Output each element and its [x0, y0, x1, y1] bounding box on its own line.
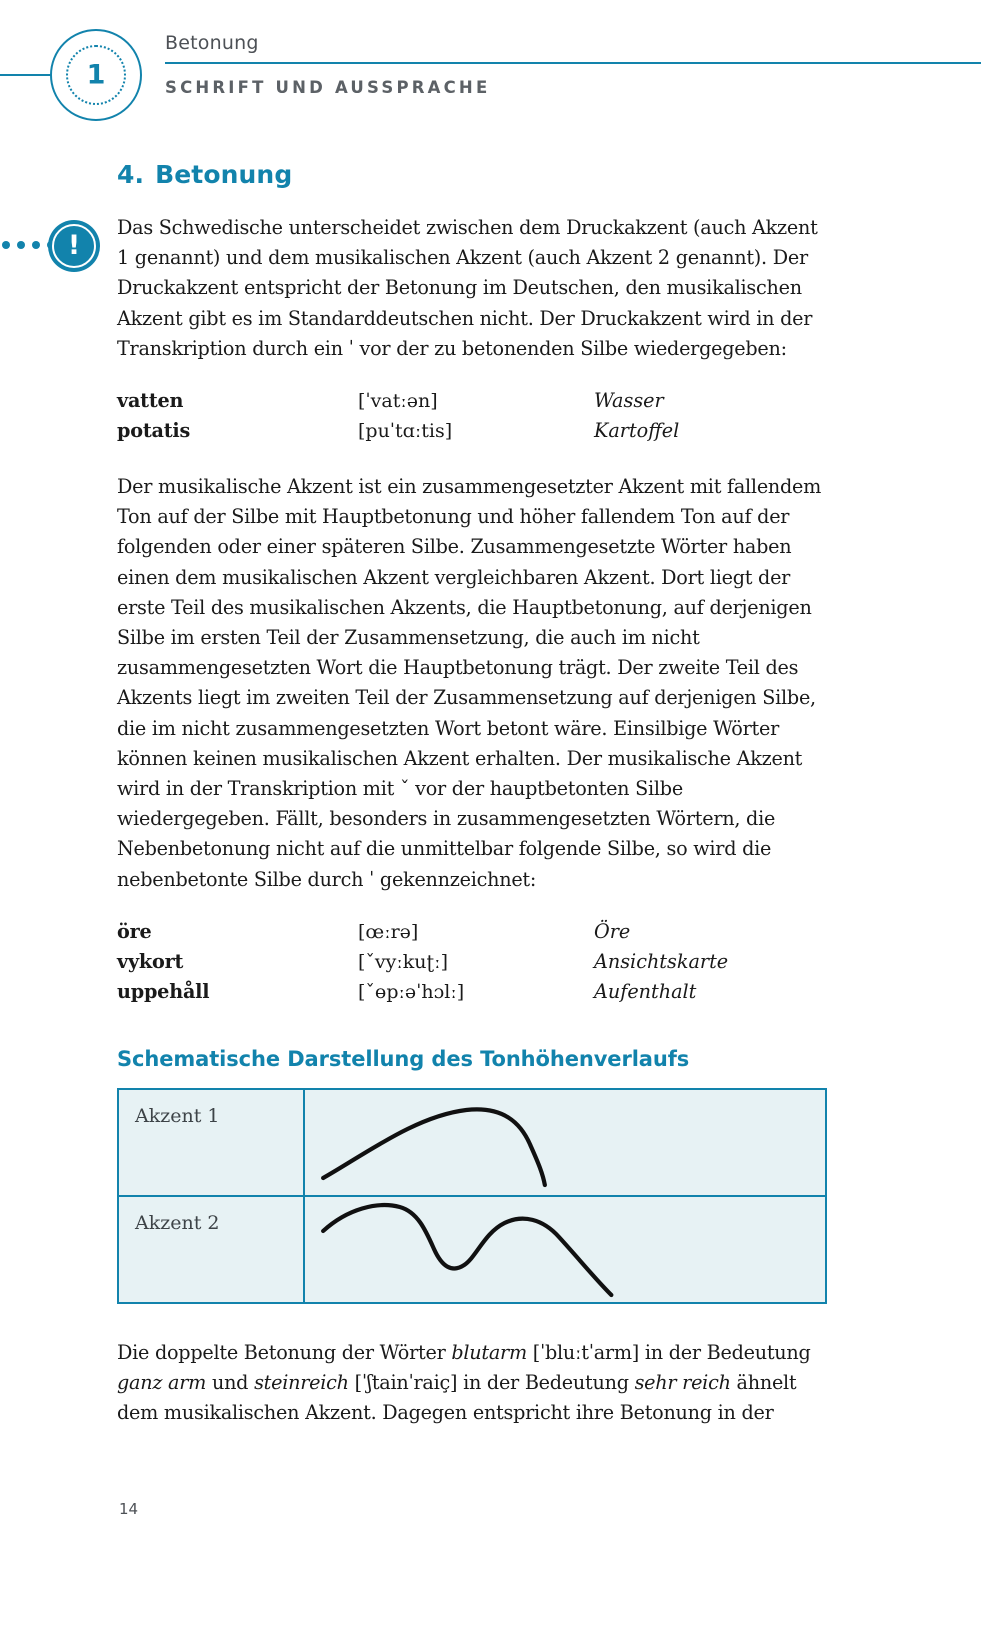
word-term: potatis [117, 419, 191, 443]
paragraph-musical-accent: Der musikalische Akzent ist ein zusammengesetzter Akzent mit fallendem Ton auf der Silbe mit Hauptbetonung und höher fallendem Ton auf der folgenden oder einer späteren Silbe. Zusammengesetzte Wörter haben einen dem musikalischen Akzent vergleichbaren Akzent. Dort liegt der erste Teil des musikalischen Akzents, die Hauptbetonung, auf derjenigen Silbe im ersten Teil der Zusammensetzung, die auch im nicht zusammengesetzten Wort die Hauptbetonung trägt. Der zweite Teil des Akzents liegt im zweiten Teil der Zusammensetzung auf derjenigen Silbe, die im nicht zusammengesetzten Wort betont wäre. Einsilbige Wörter können keinen musikalischen Akzent erhalten. Der musikalische Akzent wird in der Transkription mit ˇ vor der hauptbetonten Silbe wiedergegeben. Fällt, besonders in zusammengesetzten Wörtern, die Nebenbetonung nicht auf die unmittelbar folgende Silbe, so wird die nebenbetonte Silbe durch ˈ gekennzeichnet: [117, 475, 822, 891]
word-gloss: Ansichtskarte [594, 949, 729, 973]
closing-emphasis-1: blutarm [451, 1340, 527, 1364]
word-gloss: Aufenthalt [594, 979, 697, 1003]
word-gloss: Kartoffel [594, 419, 680, 443]
word-row [117, 977, 827, 1007]
word-row [117, 386, 827, 416]
closing-emphasis-3: steinreich [254, 1371, 349, 1395]
word-list-stress [117, 386, 827, 446]
table-row [119, 1197, 825, 1302]
word-row [117, 917, 827, 947]
accent2-curve-svg [305, 1197, 825, 1302]
paragraph-intro: Das Schwedische unterscheidet zwischen dem Druckakzent (auch Akzent 1 genannt) und dem musikalischen Akzent (auch Akzent 2 genannt). Der Druckakzent entspricht der Betonung im Deutschen, den musikalischen Akzent gibt es im Standarddeutschen nicht. Der Druckakzent wird in der Transkription durch ein ˈ vor der zu betonenden Silbe wiedergegeben: [117, 216, 818, 360]
row-label-akzent-1: Akzent 1 [119, 1090, 305, 1195]
word-term: vykort [117, 949, 184, 973]
closing-part-3: und [206, 1371, 255, 1395]
margin-info-marker [0, 215, 115, 275]
pitch-contour-table [117, 1088, 827, 1304]
closing-emphasis-4: sehr reich [634, 1371, 731, 1395]
section-heading [117, 160, 827, 189]
word-ipa: [puˈtɑːtis] [358, 420, 453, 443]
diagram-heading: Schematische Darstellung des Tonhöhenverlaufs [117, 1046, 690, 1071]
page-header [0, 0, 981, 140]
word-ipa: [œːrə] [358, 920, 419, 943]
closing-part-4: [ˈʃtainˈraiç] in der Bedeutung [348, 1371, 635, 1395]
pitch-curve-akzent-1 [305, 1090, 825, 1195]
word-ipa: [ˇvyːkuʈː] [358, 950, 448, 973]
row-label-akzent-2: Akzent 2 [119, 1197, 305, 1302]
closing-part-1: Die doppelte Betonung der Wörter [117, 1340, 452, 1364]
page-number: 14 [119, 1500, 139, 1518]
word-term: öre [117, 919, 152, 943]
content-column [117, 160, 827, 1428]
closing-part-5: ähnelt dem musikalischen Akzent. Dagegen entspricht ihre Betonung in der [117, 1371, 797, 1425]
info-icon-glyph: ! [67, 229, 81, 261]
closing-emphasis-2: ganz arm [117, 1371, 207, 1395]
word-row [117, 416, 827, 446]
table-row [119, 1090, 825, 1197]
section-title: Betonung [155, 160, 293, 189]
info-exclamation-icon [48, 220, 100, 272]
paragraph-closing [117, 1338, 827, 1429]
accent1-curve-svg [305, 1090, 825, 1195]
word-list-tonal [117, 917, 827, 1007]
pitch-curve-akzent-2 [305, 1197, 825, 1302]
running-head-title: Betonung [165, 32, 259, 54]
section-number: 4. [117, 160, 145, 189]
word-ipa: [ˈvatːən] [358, 390, 438, 413]
word-ipa: [ˇɵpːəˈhɔlː] [358, 980, 465, 1003]
word-row [117, 947, 827, 977]
closing-part-2: [ˈbluːtˈarm] in der Bedeutung [526, 1340, 811, 1364]
word-gloss: Öre [594, 919, 631, 943]
header-text-block [165, 32, 925, 97]
header-rule [165, 62, 981, 64]
chapter-number-label: 1 [86, 59, 106, 91]
running-head-section: SCHRIFT UND AUSSPRACHE [165, 78, 491, 97]
word-term: vatten [117, 389, 184, 413]
word-gloss: Wasser [594, 389, 664, 413]
word-term: uppehåll [117, 979, 210, 1003]
chapter-number-badge [50, 29, 142, 121]
